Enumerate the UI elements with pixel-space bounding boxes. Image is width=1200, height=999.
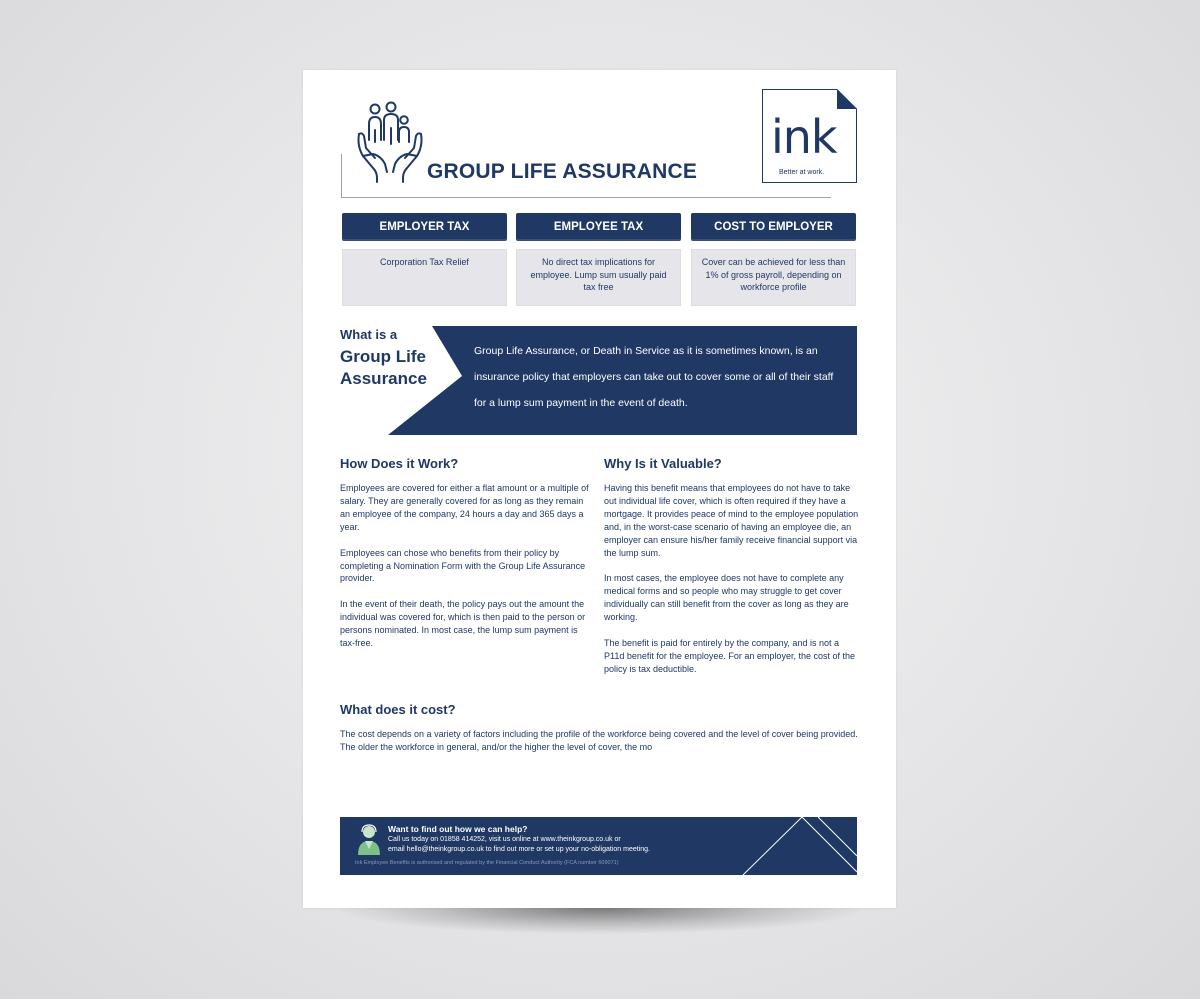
how-paragraph: Employees can chose who benefits from their policy by completing a Nomination Form with the Group Life Assurance provider. (340, 547, 586, 584)
logo-tagline: Better at work. (779, 169, 825, 176)
cost-text-1: The cost depends on a variety of factors including the profile of the workforce being covered and the level of cover being provided. (340, 729, 858, 739)
fca-disclaimer: Ink Employee Benefits is authorised and regulated by the Financial Conduct Authority (FCA number 609071) (355, 860, 619, 866)
ink-logo: ink (771, 110, 837, 164)
cost-text-2: The older the workforce in general, and/or the higher the level of cover, the mo (340, 741, 653, 752)
flyer-page (303, 70, 896, 908)
how-paragraph: Employees are covered for either a flat amount or a multiple of salary. They are generally covered for as long as they remain an employee of the company, 24 hours a day and 365 days a year. (340, 483, 589, 532)
footer-contact-line: email hello@theinkgroup.co.uk to find out more or set up your no-obligation meeting. (388, 846, 650, 853)
how-it-works-heading: How Does it Work? (340, 456, 459, 471)
why-valuable-heading: Why Is it Valuable? (604, 456, 722, 471)
how-it-works-section (340, 456, 592, 663)
header-rule-vertical (341, 154, 342, 198)
why-paragraph: Having this benefit means that employees do not have to take out individual life cover, which is often required if they have a mortgage. It provides peace of mind to the employee population and, in the worst-case scenario of having an employee die, an employer can ensure his/her family receive financial support via the lump sum. (604, 483, 859, 558)
footer-decoration (740, 817, 857, 875)
employer-tax-text: Corporation Tax Relief (342, 249, 507, 306)
cost-to-employer-heading: COST TO EMPLOYER (691, 213, 856, 241)
definition-text: Group Life Assurance, or Death in Service as it is sometimes known, is an insurance policy that employers can take out to cover some or all of their staff for a lump sum payment in the event of death. (474, 345, 834, 409)
employer-tax-heading: EMPLOYER TAX (342, 213, 507, 241)
why-valuable-section (604, 456, 860, 689)
page-title: GROUP LIFE ASSURANCE (427, 160, 698, 183)
footer-contact-line: Call us today on 01858 414252, visit us online at www.theinkgroup.co.uk or (388, 836, 621, 843)
advisor-headset-icon (356, 823, 382, 855)
header-rule (341, 197, 831, 198)
cost-heading: What does it cost? (340, 702, 456, 717)
cost-section (340, 702, 860, 754)
employee-tax-heading: EMPLOYEE TAX (516, 213, 681, 241)
what-is-label: What is a (340, 327, 398, 342)
why-paragraph: The benefit is paid for entirely by the company, and is not a P11d benefit for the employee. For an employer, the cost of the policy is tax deductible. (604, 638, 855, 674)
contact-footer (340, 817, 857, 875)
what-is-title: Group Life Assurance (340, 347, 427, 388)
employee-tax-text: No direct tax implications for employee. Lump sum usually paid tax free (516, 249, 681, 306)
footer-heading: Want to find out how we can help? (388, 824, 528, 834)
cost-to-employer-text: Cover can be achieved for less than 1% of gross payroll, depending on workforce profile (691, 249, 856, 306)
family-in-hands-icon (355, 100, 425, 184)
why-paragraph: In most cases, the employee does not have to complete any medical forms and so people who may struggle to get cover individually can still benefit from the cover as long as they are working. (604, 573, 849, 623)
how-paragraph: In the event of their death, the policy pays out the amount the individual was covered for, which is then paid to the person or persons nominated. In most case, the lump sum payment is tax-free. (340, 599, 586, 649)
